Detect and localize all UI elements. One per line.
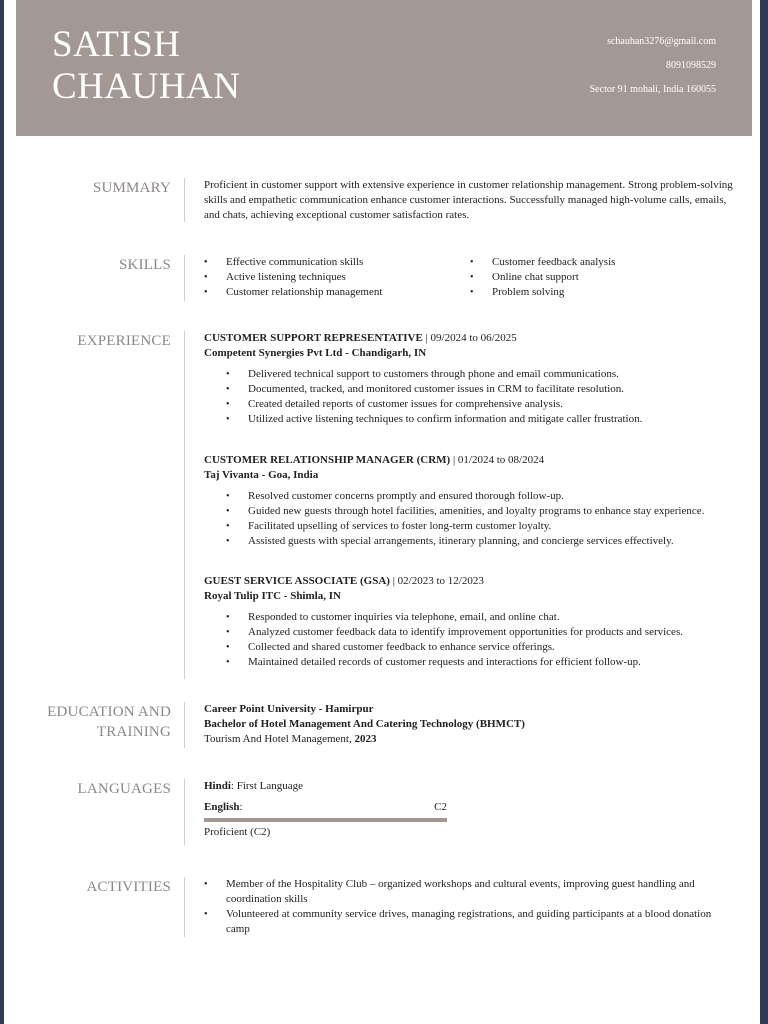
activity-item: • Member of the Hospitality Club – organized workshops and cultural events, improving guest handling and coordination skills (204, 877, 736, 907)
job-dates: | 02/2023 to 12/2023 (389, 575, 484, 587)
skills-title: SKILLS (118, 257, 171, 273)
job-bullet: • Analyzed customer feedback data to identify improvement opportunities for products and services. (226, 625, 736, 640)
job-company: Royal Tulip ITC - Shimla, IN (204, 590, 341, 602)
language-name: English (204, 801, 240, 813)
education-title-line: EDUCATION AND (47, 704, 171, 720)
job-bullet: • Facilitated upselling of services to foster long-term customer loyalty. (226, 519, 736, 534)
skill-item: • Active listening techniques (204, 270, 470, 285)
job-bullet: • Resolved customer concerns promptly and ensured thorough follow-up. (226, 489, 736, 504)
degree-name: Bachelor of Hotel Management And Catering Technology (BHMCT) (204, 718, 525, 730)
section-divider (184, 178, 185, 222)
field-text: Tourism And Hotel Management, (204, 733, 355, 745)
job-bullet: • Documented, tracked, and monitored customer issues in CRM to facilitate resolution. (226, 382, 736, 397)
language-proficiency-bar (204, 818, 447, 822)
contact-info (590, 30, 716, 102)
skill-item: • Online chat support (470, 270, 736, 285)
languages-title: LANGUAGES (77, 781, 171, 797)
activities-title: ACTIVITIES (86, 879, 171, 895)
education-title-line: TRAINING (96, 724, 171, 740)
job-company: Competent Synergies Pvt Ltd - Chandigarh, IN (204, 347, 427, 359)
school-name: Career Point University - Hamirpur (204, 703, 374, 715)
section-divider (184, 702, 185, 748)
skills-right (470, 255, 736, 300)
section-divider (184, 877, 185, 937)
job-entry (204, 453, 736, 549)
languages-list (204, 779, 736, 840)
job-bullet: • Maintained detailed records of customer requests and interactions for efficient follow-up. (226, 655, 736, 670)
job-dates: | 09/2024 to 06/2025 (422, 332, 517, 344)
resume-header (16, 0, 752, 136)
language-level: Proficient (C2) (204, 826, 271, 838)
language-code: C2 (434, 801, 447, 813)
language-name: Hindi (204, 780, 231, 792)
experience-title: EXPERIENCE (77, 333, 171, 349)
last-name: CHAUHAN (52, 66, 241, 107)
section-divider (184, 331, 185, 679)
section-divider (184, 255, 185, 301)
activity-bullets (204, 877, 736, 937)
language-colon: : (239, 801, 243, 813)
job-bullet: • Guided new guests through hotel facilities, amenities, and loyalty programs to enhance stay experience. (226, 504, 736, 519)
activities-list (204, 877, 736, 937)
address: Sector 91 mohali, India 160055 (589, 84, 716, 95)
field-of-study (204, 732, 736, 747)
job-bullets (226, 489, 736, 549)
activity-item: • Volunteered at community service drives, managing registrations, and guiding participants at a blood donation camp (204, 907, 736, 937)
job-bullets (226, 367, 736, 427)
job-role: CUSTOMER RELATIONSHIP MANAGER (CRM) (204, 454, 451, 466)
skill-item: • Customer relationship management (204, 285, 470, 300)
section-divider (184, 779, 185, 845)
job-dates: | 01/2024 to 08/2024 (450, 454, 545, 466)
resume-page (4, 0, 760, 1024)
job-entry (204, 331, 736, 427)
candidate-name (52, 24, 241, 108)
job-bullet: • Assisted guests with special arrangements, itinerary planning, and concierge services effectively. (226, 534, 736, 549)
job-entry (204, 574, 736, 670)
job-bullet: • Utilized active listening techniques to confirm information and mitigate caller frustration. (226, 412, 736, 427)
skills-left (204, 255, 470, 300)
education-details (204, 702, 736, 747)
skill-item: • Customer feedback analysis (470, 255, 736, 270)
job-role: CUSTOMER SUPPORT REPRESENTATIVE (204, 332, 423, 344)
education-title (47, 702, 171, 742)
job-company: Taj Vivanta - Goa, India (204, 469, 319, 481)
job-bullet: • Delivered technical support to customers through phone and email communications. (226, 367, 736, 382)
email: schauhan3276@gmail.com (607, 36, 716, 47)
skills-list (204, 255, 736, 300)
language-level: : First Language (230, 780, 304, 792)
language-entry (204, 779, 736, 794)
job-bullet: • Responded to customer inquiries via telephone, email, and online chat. (226, 610, 736, 625)
job-bullets (226, 610, 736, 670)
summary-title: SUMMARY (92, 180, 171, 196)
first-name: SATISH (52, 24, 181, 65)
summary-text: Proficient in customer support with extensive experience in customer relationship management. Strong problem-solving skills and empathetic communication enhance customer interactions. Successfully managed high-volume calls, emails, and chats, achieving exceptional customer satisfaction rates. (204, 179, 733, 221)
job-bullet: • Created detailed reports of customer issues for comprehensive analysis. (226, 397, 736, 412)
job-bullet: • Collected and shared customer feedback to enhance service offerings. (226, 640, 736, 655)
skill-item: • Problem solving (470, 285, 736, 300)
graduation-year: 2023 (354, 733, 377, 745)
job-role: GUEST SERVICE ASSOCIATE (GSA) (204, 575, 390, 587)
phone: 8091098529 (666, 60, 716, 71)
skill-item: • Effective communication skills (204, 255, 470, 270)
language-entry (204, 800, 447, 815)
